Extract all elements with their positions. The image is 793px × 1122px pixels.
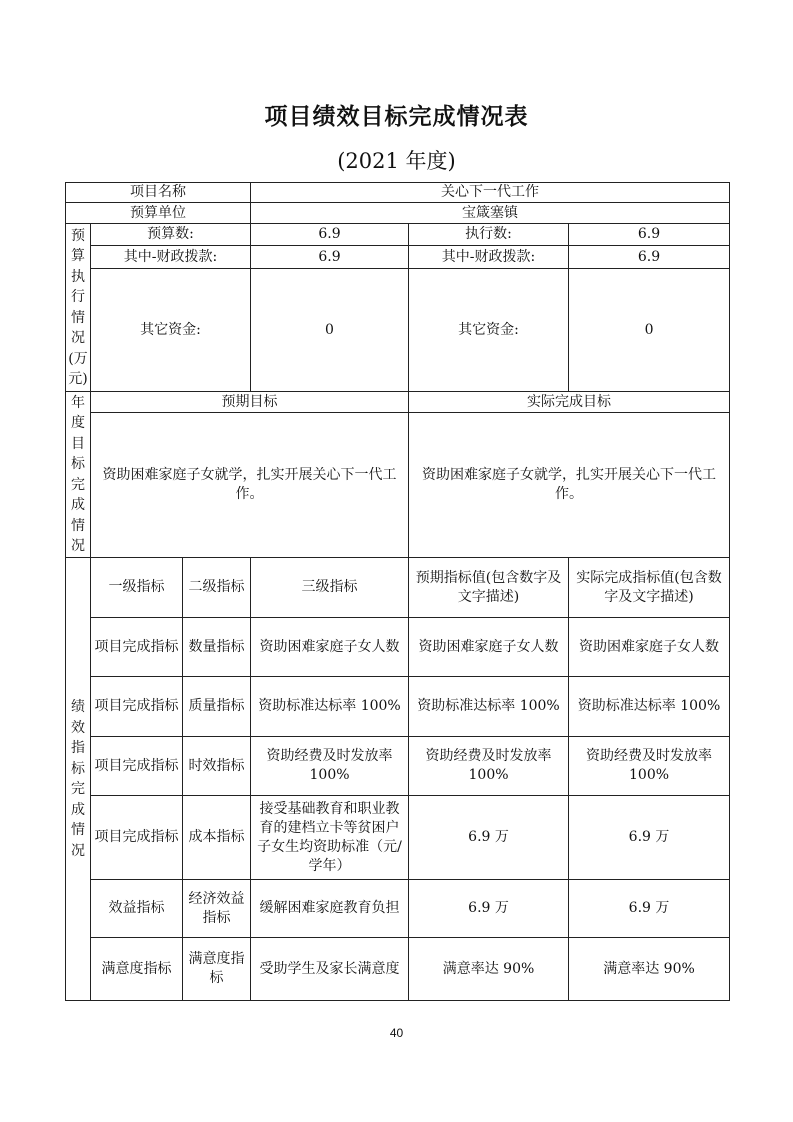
budget-unit-label: 预算单位: [66, 203, 251, 224]
expected-value-header: 预期指标值(包含数字及文字描述): [409, 558, 569, 618]
actual-value-cell: 资助标准达标率 100%: [569, 677, 730, 737]
annual-goals-header-row: [66, 392, 730, 413]
planned-value: 6.9: [251, 224, 409, 246]
level2-cell: 成本指标: [183, 796, 251, 880]
level1-cell: 效益指标: [91, 880, 183, 938]
fiscal-executed-value: 6.9: [569, 246, 730, 269]
indicator-row: [66, 880, 730, 938]
performance-section-label: 绩效指标完成情况: [66, 558, 91, 1001]
page-number: 40: [389, 1026, 404, 1040]
fiscal-planned-value: 6.9: [251, 246, 409, 269]
expected-goal-text: 资助困难家庭子女就学，扎实开展关心下一代工作。: [91, 413, 409, 558]
actual-value-cell: 资助困难家庭子女人数: [569, 618, 730, 677]
executed-label: 执行数:: [409, 224, 569, 246]
level3-cell: 资助经费及时发放率 100%: [251, 737, 409, 796]
level1-header: 一级指标: [91, 558, 183, 618]
level2-cell: 时效指标: [183, 737, 251, 796]
planned-label: 预算数:: [91, 224, 251, 246]
expected-value-cell: 满意率达 90%: [409, 938, 569, 1001]
level1-cell: 项目完成指标: [91, 796, 183, 880]
level3-cell: 接受基础教育和职业教育的建档立卡等贫困户子女生均资助标准（元/学年）: [251, 796, 409, 880]
page-subtitle: (2021 年度): [337, 149, 456, 173]
indicator-row: [66, 737, 730, 796]
level1-cell: 项目完成指标: [91, 677, 183, 737]
actual-goal-text: 资助困难家庭子女就学，扎实开展关心下一代工作。: [409, 413, 730, 558]
indicator-header-row: [66, 558, 730, 618]
actual-value-cell: 资助经费及时发放率 100%: [569, 737, 730, 796]
actual-goal-header: 实际完成目标: [409, 392, 730, 413]
level2-cell: 质量指标: [183, 677, 251, 737]
level1-cell: 项目完成指标: [91, 618, 183, 677]
actual-value-cell: 满意率达 90%: [569, 938, 730, 1001]
expected-value-cell: 资助标准达标率 100%: [409, 677, 569, 737]
expected-value-cell: 资助困难家庭子女人数: [409, 618, 569, 677]
level2-header: 二级指标: [183, 558, 251, 618]
fiscal-executed-label: 其中-财政拨款:: [409, 246, 569, 269]
other-funds-executed-label: 其它资金:: [409, 269, 569, 392]
budget-fiscal-row: [66, 246, 730, 269]
annual-goals-section-label: 年度目标完成情况: [66, 392, 91, 558]
annual-goals-text-row: [66, 413, 730, 558]
budget-unit-value: 宝箴塞镇: [251, 203, 730, 224]
level1-cell: 项目完成指标: [91, 737, 183, 796]
actual-value-cell: 6.9 万: [569, 880, 730, 938]
level3-cell: 受助学生及家长满意度: [251, 938, 409, 1001]
indicator-row: [66, 677, 730, 737]
budget-planned-row: [66, 224, 730, 246]
actual-value-cell: 6.9 万: [569, 796, 730, 880]
expected-value-cell: 6.9 万: [409, 796, 569, 880]
budget-section-label: 预算执行情况(万元): [66, 224, 91, 392]
actual-value-header: 实际完成指标值(包含数字及文字描述): [569, 558, 730, 618]
level3-header: 三级指标: [251, 558, 409, 618]
performance-table: [65, 182, 730, 1001]
project-name-row: [66, 183, 730, 203]
project-name-label: 项目名称: [66, 183, 251, 203]
project-name-value: 关心下一代工作: [251, 183, 730, 203]
level2-cell: 满意度指标: [183, 938, 251, 1001]
fiscal-label: 其中-财政拨款:: [91, 246, 251, 269]
expected-value-cell: 资助经费及时发放率 100%: [409, 737, 569, 796]
expected-value-cell: 6.9 万: [409, 880, 569, 938]
budget-unit-row: [66, 203, 730, 224]
level3-cell: 资助困难家庭子女人数: [251, 618, 409, 677]
other-funds-executed: 0: [569, 269, 730, 392]
indicator-row: [66, 618, 730, 677]
executed-value: 6.9: [569, 224, 730, 246]
indicator-row: [66, 796, 730, 880]
other-funds-label: 其它资金:: [91, 269, 251, 392]
other-funds-planned: 0: [251, 269, 409, 392]
level3-cell: 缓解困难家庭教育负担: [251, 880, 409, 938]
indicator-row: [66, 938, 730, 1001]
expected-goal-header: 预期目标: [91, 392, 409, 413]
level2-cell: 数量指标: [183, 618, 251, 677]
level1-cell: 满意度指标: [91, 938, 183, 1001]
budget-other-row: [66, 269, 730, 392]
level3-cell: 资助标准达标率 100%: [251, 677, 409, 737]
level2-cell: 经济效益指标: [183, 880, 251, 938]
page-title: 项目绩效目标完成情况表: [264, 104, 529, 130]
